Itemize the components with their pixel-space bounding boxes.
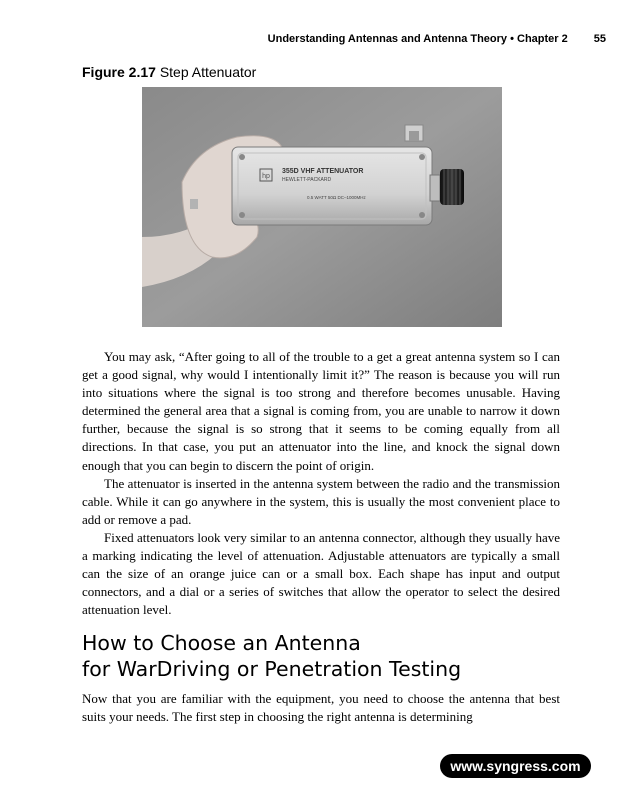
running-title: Understanding Antennas and Antenna Theory • Chapter 2 xyxy=(267,33,568,45)
ring xyxy=(190,199,198,209)
section-heading-line: for WarDriving or Penetration Testing xyxy=(82,657,462,681)
device-rating-text: 0.5 WATT 50Ω DC–1000MHz xyxy=(307,195,366,200)
paragraph: You may ask, “After going to all of the trouble to a get a great antenna system so I can get a good signal, why would I intentionally limit it?” The reason is because you will run into situations where the signal is too strong and therefore becomes unusable. Having determined the general area that a signal is coming from, you are unable to narrow it down further, because the signal is so strong that it seems to be coming equally from all directions. In that case, you put an attenuator into the line, and knock the signal down enough that you can begin to discern the point of origin. xyxy=(82,349,560,473)
running-header xyxy=(0,33,606,45)
device-model-text: 355D VHF ATTENUATOR xyxy=(282,168,364,175)
footer-url-badge[interactable]: www.syngress.com xyxy=(440,754,591,778)
figure-title: Step Attenuator xyxy=(159,64,257,80)
figure-label: Figure 2.17 xyxy=(82,64,156,80)
attenuator-box xyxy=(232,147,432,225)
paragraph: Now that you are familiar with the equipment, you need to choose the antenna that best suits your needs. The first step in choosing the right antenna is determining xyxy=(82,691,560,725)
paragraph: Fixed attenuators look very similar to an antenna connector, although they usually have a marking indicating the level of attenuation. Adjustable attenuators are typically a small can the size of an orange juice can or a small box. Each shape has input and output connectors, and a dial or a series of switches that allow the operator to select the desired attenuation level. xyxy=(82,529,560,618)
paragraph: The attenuator is inserted in the antenna system between the radio and the transmission cable. While it can go anywhere in the system, this is usually the most convenient place to add or remove a pad. xyxy=(82,475,560,527)
device-maker-text: HEWLETT-PACKARD xyxy=(282,177,332,183)
svg-text:hp: hp xyxy=(262,173,270,180)
section-heading xyxy=(82,630,461,682)
page-number: 55 xyxy=(593,33,606,45)
section-heading-line: How to Choose an Antenna xyxy=(82,631,361,655)
section-body xyxy=(82,690,560,726)
body-text xyxy=(82,348,560,619)
figure-caption xyxy=(82,64,256,80)
figure-photo xyxy=(142,87,502,327)
